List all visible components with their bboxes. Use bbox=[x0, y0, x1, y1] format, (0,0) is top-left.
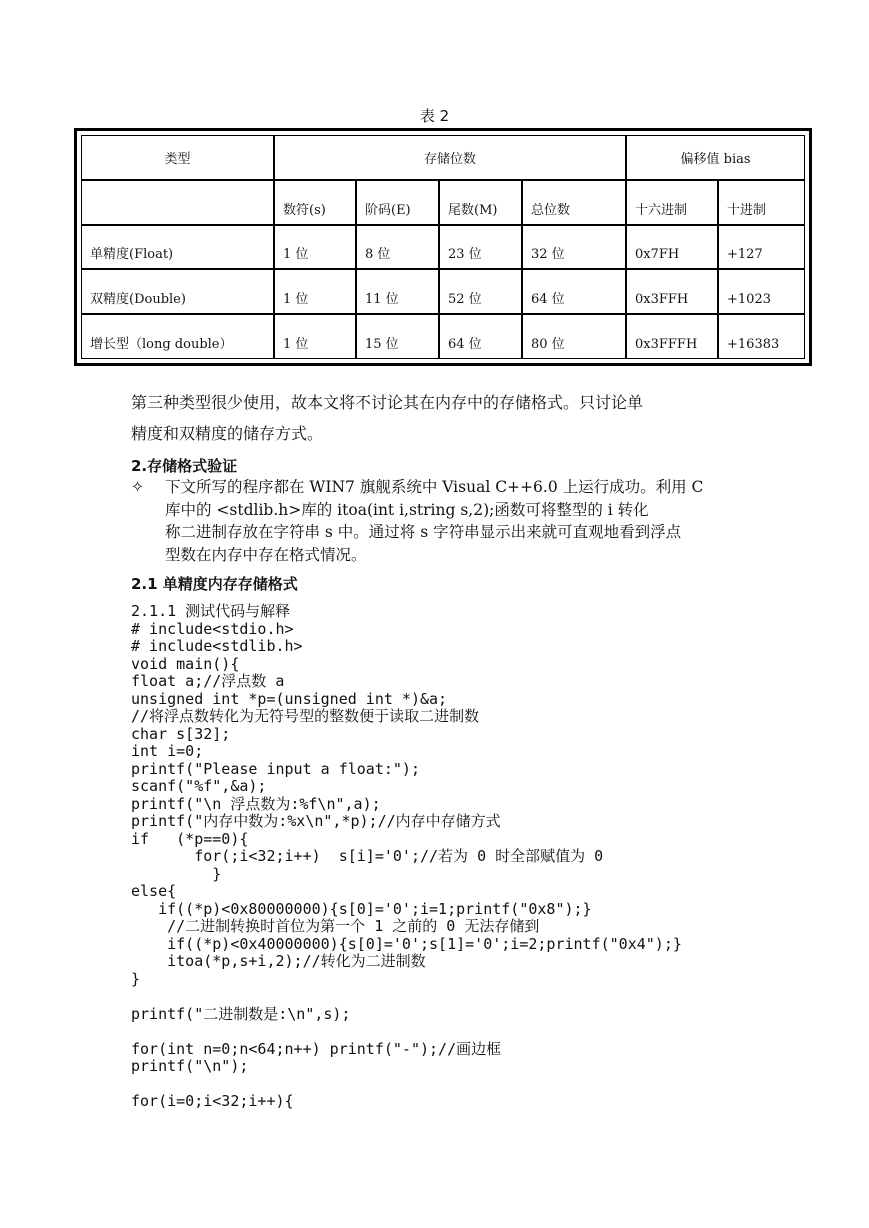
subheader-exp: 阶码(E) bbox=[356, 180, 439, 225]
code-line: printf("二进制数是:\n",s); bbox=[131, 1004, 351, 1023]
code-line: if((*p)<0x80000000){s[0]='0';i=1;printf("0x8");} bbox=[131, 899, 592, 918]
cell-exp: 8 位 bbox=[356, 225, 439, 270]
code-line: //将浮点数转化为无符号型的整数便于读取二进制数 bbox=[131, 707, 480, 725]
cell-mantissa: 23 位 bbox=[439, 225, 522, 270]
cell-sign: 1 位 bbox=[274, 314, 356, 359]
code-line: char s[32]; bbox=[131, 724, 231, 743]
cell-mantissa: 64 位 bbox=[439, 314, 522, 359]
subheader-dec: 十进制 bbox=[718, 180, 805, 225]
code-line: for(int n=0;n<64;n++) printf("-");//画边框 bbox=[131, 1039, 502, 1058]
code-line: printf("\n"); bbox=[131, 1057, 249, 1075]
code-line: else{ bbox=[131, 882, 177, 900]
bullet-line: 库中的 <stdlib.h>库的 itoa(int i,string s,2);函数可将整型的 i 转化 bbox=[165, 500, 649, 519]
code-line: if (*p==0){ bbox=[131, 829, 249, 848]
code-line: for(;i<32;i++) s[i]='0';//若为 0 时全部赋值为 0 bbox=[131, 847, 604, 865]
subheader-total: 总位数 bbox=[522, 180, 626, 225]
intro-line: 第三种类型很少使用，故本文将不讨论其在内存中的存储格式。只讨论单 bbox=[131, 393, 644, 412]
cell-dec: +127 bbox=[718, 225, 805, 270]
table-row bbox=[81, 314, 805, 359]
table-row bbox=[81, 269, 805, 314]
subheader-hex: 十六进制 bbox=[626, 180, 718, 225]
code-line: unsigned int *p=(unsigned int *)&a; bbox=[131, 689, 448, 708]
code-line: if((*p)<0x40000000){s[0]='0';s[1]='0';i=2;printf("0x4");} bbox=[131, 934, 682, 953]
header-type: 类型 bbox=[81, 135, 274, 180]
table-header-row bbox=[81, 135, 805, 180]
code-line: itoa(*p,s+i,2);//转化为二进制数 bbox=[131, 952, 426, 970]
table-frame bbox=[74, 128, 812, 366]
code-line: float a;//浮点数 a bbox=[131, 672, 285, 690]
cell-exp: 11 位 bbox=[356, 269, 439, 314]
code-line: # include<stdio.h> bbox=[131, 619, 294, 638]
code-line bbox=[131, 1023, 682, 1041]
cell-sign: 1 位 bbox=[274, 225, 356, 270]
cell-mantissa: 52 位 bbox=[439, 269, 522, 314]
code-line: printf("Please input a float:"); bbox=[131, 759, 420, 778]
cell-dec: +1023 bbox=[718, 269, 805, 314]
subheader-sign: 数符(s) bbox=[274, 180, 356, 225]
subheader-empty bbox=[81, 180, 274, 225]
code-line: printf("内存中数为:%x\n",*p);//内存中存储方式 bbox=[131, 812, 501, 830]
header-storage: 存储位数 bbox=[274, 135, 626, 180]
cell-total: 64 位 bbox=[522, 269, 626, 314]
bullet-line: 型数在内存中存在格式情况。 bbox=[165, 545, 367, 564]
code-line: } bbox=[131, 864, 222, 883]
code-line: 2.1.1 测试代码与解释 bbox=[131, 602, 291, 620]
code-line bbox=[131, 988, 682, 1006]
cell-exp: 15 位 bbox=[356, 314, 439, 359]
cell-dec: +16383 bbox=[718, 314, 805, 359]
cell-hex: 0x7FH bbox=[626, 225, 718, 270]
cell-type: 双精度(Double) bbox=[81, 269, 274, 314]
cell-sign: 1 位 bbox=[274, 269, 356, 314]
code-line: } bbox=[131, 969, 141, 988]
code-line: //二进制转换时首位为第一个 1 之前的 0 无法存储到 bbox=[131, 917, 540, 935]
code-line bbox=[131, 1076, 682, 1094]
cell-total: 32 位 bbox=[522, 225, 626, 270]
cell-hex: 0x3FFFH bbox=[626, 314, 718, 359]
float-format-table bbox=[81, 135, 805, 359]
code-line: void main(){ bbox=[131, 654, 240, 673]
table-subheader-row bbox=[81, 180, 805, 225]
code-line: printf("\n 浮点数为:%f\n",a); bbox=[131, 794, 381, 813]
code-line: int i=0; bbox=[131, 742, 204, 760]
section-heading: 2.存储格式验证 bbox=[131, 457, 238, 475]
subsection-heading: 2.1 单精度内存存储格式 bbox=[131, 575, 298, 593]
cell-hex: 0x3FFH bbox=[626, 269, 718, 314]
code-line: # include<stdlib.h> bbox=[131, 637, 303, 655]
bullet-line: 称二进制存放在字符串 s 中。通过将 s 字符串显示出来就可直观地看到浮点 bbox=[165, 523, 682, 541]
cell-type: 单精度(Float) bbox=[81, 225, 274, 270]
bullet-line: 下文所写的程序都在 WIN7 旗舰系统中 Visual C++6.0 上运行成功。利用 C bbox=[165, 478, 704, 496]
code-listing bbox=[131, 603, 682, 1111]
table-caption: 表 2 bbox=[419, 107, 450, 125]
intro-paragraph bbox=[131, 387, 741, 449]
table-row bbox=[81, 225, 805, 270]
cell-total: 80 位 bbox=[522, 314, 626, 359]
diamond-bullet-icon: ✧ bbox=[131, 478, 144, 496]
intro-line: 精度和双精度的储存方式。 bbox=[131, 424, 324, 443]
code-line: for(i=0;i<32;i++){ bbox=[131, 1092, 294, 1110]
subheader-mantissa: 尾数(M) bbox=[439, 180, 522, 225]
cell-type: 增长型（long double） bbox=[81, 314, 274, 359]
header-bias: 偏移值 bias bbox=[626, 135, 805, 180]
code-line: scanf("%f",&a); bbox=[131, 777, 267, 795]
bullet-text bbox=[165, 476, 745, 566]
